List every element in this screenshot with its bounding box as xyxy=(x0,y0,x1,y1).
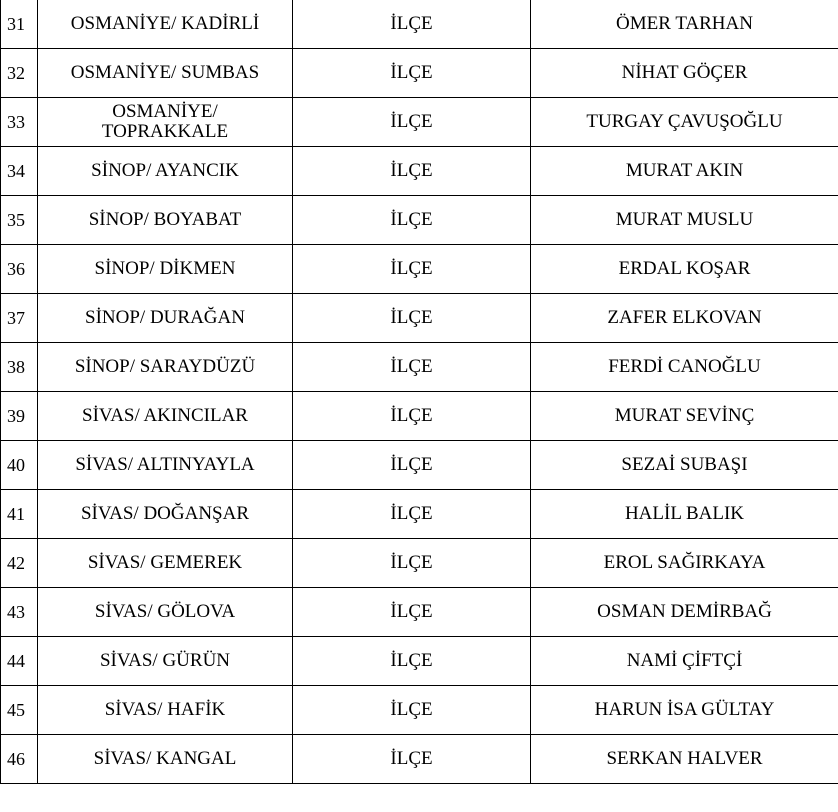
row-number: 40 xyxy=(1,441,38,490)
type-cell: İLÇE xyxy=(293,98,531,147)
table-row xyxy=(1,490,838,539)
type-cell: İLÇE xyxy=(293,147,531,196)
type-cell: İLÇE xyxy=(293,245,531,294)
district-cell: OSMANİYE/ SUMBAS xyxy=(38,49,293,98)
row-number: 46 xyxy=(1,735,38,784)
district-cell: SİNOP/ AYANCIK xyxy=(38,147,293,196)
type-cell: İLÇE xyxy=(293,539,531,588)
person-name-cell: TURGAY ÇAVUŞOĞLU xyxy=(531,98,838,147)
district-cell: SİVAS/ GEMEREK xyxy=(38,539,293,588)
type-cell: İLÇE xyxy=(293,294,531,343)
table-body xyxy=(1,0,838,784)
person-name-cell: HARUN İSA GÜLTAY xyxy=(531,686,838,735)
table-row xyxy=(1,49,838,98)
person-name-cell: SEZAİ SUBAŞI xyxy=(531,441,838,490)
district-cell: SİVAS/ ALTINYAYLA xyxy=(38,441,293,490)
row-number: 45 xyxy=(1,686,38,735)
row-number: 31 xyxy=(1,0,38,49)
person-name-cell: ERDAL KOŞAR xyxy=(531,245,838,294)
person-name-cell: ÖMER TARHAN xyxy=(531,0,838,49)
person-name-cell: MURAT AKIN xyxy=(531,147,838,196)
row-number: 44 xyxy=(1,637,38,686)
district-cell: SİVAS/ GÖLOVA xyxy=(38,588,293,637)
table-row xyxy=(1,441,838,490)
row-number: 43 xyxy=(1,588,38,637)
person-name-cell: HALİL BALIK xyxy=(531,490,838,539)
table-row xyxy=(1,539,838,588)
row-number: 36 xyxy=(1,245,38,294)
type-cell: İLÇE xyxy=(293,441,531,490)
district-cell: OSMANİYE/ TOPRAKKALE xyxy=(38,98,293,147)
type-cell: İLÇE xyxy=(293,588,531,637)
district-cell: SİNOP/ SARAYDÜZÜ xyxy=(38,343,293,392)
district-cell: SİVAS/ HAFİK xyxy=(38,686,293,735)
person-name-cell: OSMAN DEMİRBAĞ xyxy=(531,588,838,637)
table-row xyxy=(1,637,838,686)
type-cell: İLÇE xyxy=(293,343,531,392)
person-name-cell: ZAFER ELKOVAN xyxy=(531,294,838,343)
row-number: 34 xyxy=(1,147,38,196)
district-cell: SİNOP/ BOYABAT xyxy=(38,196,293,245)
row-number: 33 xyxy=(1,98,38,147)
district-cell: SİVAS/ AKINCILAR xyxy=(38,392,293,441)
person-name-cell: FERDİ CANOĞLU xyxy=(531,343,838,392)
type-cell: İLÇE xyxy=(293,0,531,49)
person-name-cell: MURAT SEVİNÇ xyxy=(531,392,838,441)
district-cell: SİVAS/ KANGAL xyxy=(38,735,293,784)
person-name-cell: EROL SAĞIRKAYA xyxy=(531,539,838,588)
district-cell: SİVAS/ GÜRÜN xyxy=(38,637,293,686)
row-number: 41 xyxy=(1,490,38,539)
district-cell: SİNOP/ DURAĞAN xyxy=(38,294,293,343)
type-cell: İLÇE xyxy=(293,490,531,539)
table-row xyxy=(1,294,838,343)
district-cell: SİNOP/ DİKMEN xyxy=(38,245,293,294)
table-row xyxy=(1,98,838,147)
type-cell: İLÇE xyxy=(293,49,531,98)
row-number: 38 xyxy=(1,343,38,392)
person-name-cell: NİHAT GÖÇER xyxy=(531,49,838,98)
type-cell: İLÇE xyxy=(293,637,531,686)
table-row xyxy=(1,196,838,245)
table-row xyxy=(1,343,838,392)
row-number: 37 xyxy=(1,294,38,343)
type-cell: İLÇE xyxy=(293,392,531,441)
table-row xyxy=(1,686,838,735)
row-number: 32 xyxy=(1,49,38,98)
type-cell: İLÇE xyxy=(293,735,531,784)
row-number: 35 xyxy=(1,196,38,245)
person-name-cell: MURAT MUSLU xyxy=(531,196,838,245)
person-name-cell: SERKAN HALVER xyxy=(531,735,838,784)
table-row xyxy=(1,147,838,196)
table-row xyxy=(1,0,838,49)
table-row xyxy=(1,588,838,637)
row-number: 39 xyxy=(1,392,38,441)
district-cell: OSMANİYE/ KADİRLİ xyxy=(38,0,293,49)
type-cell: İLÇE xyxy=(293,196,531,245)
table-row xyxy=(1,245,838,294)
district-cell: SİVAS/ DOĞANŞAR xyxy=(38,490,293,539)
table-row xyxy=(1,392,838,441)
table-row xyxy=(1,735,838,784)
type-cell: İLÇE xyxy=(293,686,531,735)
person-name-cell: NAMİ ÇİFTÇİ xyxy=(531,637,838,686)
row-number: 42 xyxy=(1,539,38,588)
